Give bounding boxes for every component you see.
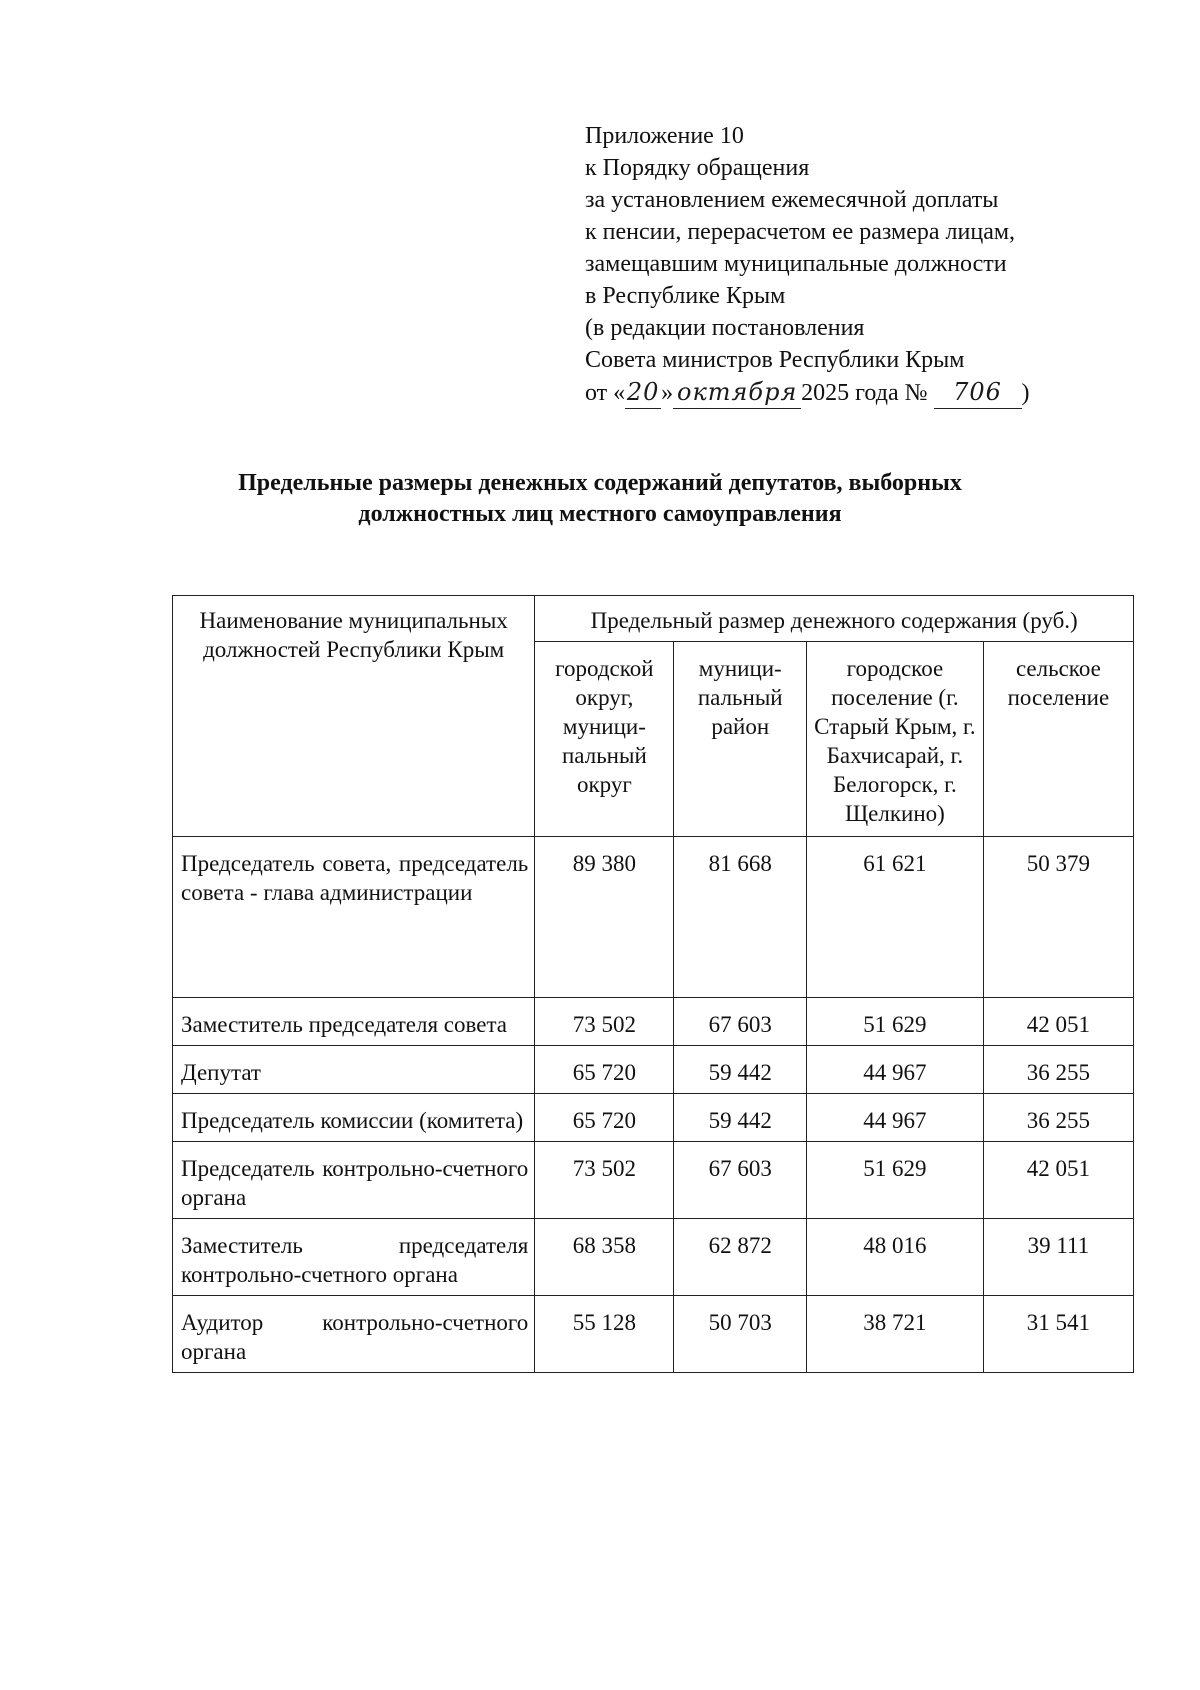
value-cell: 55 128	[535, 1296, 674, 1373]
position-name: Заместитель председателя совета	[173, 998, 535, 1046]
title-line-1: Предельные размеры денежных содержаний депутатов, выборных	[238, 470, 962, 496]
value-cell: 81 668	[674, 837, 807, 998]
value-cell: 62 872	[674, 1219, 807, 1296]
date-year: 2025 года №	[801, 380, 928, 406]
position-name: Председатель контрольно-счетного органа	[173, 1142, 535, 1219]
appendix-line: в Республике Крым	[585, 283, 786, 309]
salary-limits-table	[172, 595, 1134, 1373]
appendix-line: (в редакции постановления	[585, 315, 865, 341]
table-row	[173, 1046, 1134, 1094]
position-name: Заместитель председателя контрольно-счетного органа	[173, 1219, 535, 1296]
appendix-line: замещавшим муниципальные должности	[585, 251, 1007, 277]
value-cell: 73 502	[535, 998, 674, 1046]
value-cell: 50 703	[674, 1296, 807, 1373]
value-cell: 51 629	[807, 1142, 984, 1219]
table-header-row	[173, 596, 1134, 642]
value-cell: 50 379	[983, 837, 1133, 998]
appendix-line: Совета министров Республики Крым	[585, 347, 965, 373]
value-cell: 89 380	[535, 837, 674, 998]
group-header: Предельный размер денежного содержания (руб.)	[535, 596, 1134, 642]
value-cell: 44 967	[807, 1046, 984, 1094]
value-cell: 39 111	[983, 1219, 1133, 1296]
value-cell: 44 967	[807, 1094, 984, 1142]
position-name: Председатель комиссии (комитета)	[173, 1094, 535, 1142]
position-name: Депутат	[173, 1046, 535, 1094]
column-header: муници-пальный район	[674, 642, 807, 837]
appendix-line: Приложение 10	[585, 123, 744, 149]
value-cell: 51 629	[807, 998, 984, 1046]
table-row	[173, 1142, 1134, 1219]
column-header: городской округ, муници-пальный округ	[535, 642, 674, 837]
value-cell: 36 255	[983, 1094, 1133, 1142]
column-header: сельское поселение	[983, 642, 1133, 837]
value-cell: 61 621	[807, 837, 984, 998]
appendix-date-line: от «20» октября 2025 года № 706 )	[585, 376, 1030, 409]
appendix-line: за установлением ежемесячной доплаты	[585, 187, 999, 213]
title-line-2: должностных лиц местного самоуправления	[358, 501, 842, 527]
value-cell: 59 442	[674, 1094, 807, 1142]
table-row	[173, 1094, 1134, 1142]
value-cell: 38 721	[807, 1296, 984, 1373]
date-suffix: )	[1021, 380, 1030, 406]
value-cell: 67 603	[674, 998, 807, 1046]
value-cell: 48 016	[807, 1219, 984, 1296]
position-name: Председатель совета, председатель совета - глава администрации	[173, 837, 535, 998]
value-cell: 65 720	[535, 1094, 674, 1142]
appendix-line: к пенсии, перерасчетом ее размера лицам,	[585, 219, 1016, 245]
table-row	[173, 998, 1134, 1046]
table-row	[173, 837, 1134, 998]
value-cell: 59 442	[674, 1046, 807, 1094]
value-cell: 42 051	[983, 998, 1133, 1046]
date-prefix: от «	[585, 380, 626, 406]
value-cell: 36 255	[983, 1046, 1133, 1094]
column-header: городское поселение (г. Старый Крым, г. Бахчисарай, г. Белогорск, г. Щелкино)	[807, 642, 984, 837]
value-cell: 31 541	[983, 1296, 1133, 1373]
value-cell: 73 502	[535, 1142, 674, 1219]
position-name: Аудитор контрольно-счетного органа	[173, 1296, 535, 1373]
handwritten-number: 706	[934, 376, 1022, 409]
name-header: Наименование муниципальных должностей Республики Крым	[173, 596, 535, 837]
handwritten-day: 20	[625, 376, 661, 409]
value-cell: 68 358	[535, 1219, 674, 1296]
handwritten-month: октября	[673, 376, 801, 409]
value-cell: 42 051	[983, 1142, 1133, 1219]
appendix-block	[585, 120, 1030, 409]
table-row	[173, 1219, 1134, 1296]
value-cell: 65 720	[535, 1046, 674, 1094]
table-row	[173, 1296, 1134, 1373]
document-title	[0, 468, 1200, 530]
value-cell: 67 603	[674, 1142, 807, 1219]
appendix-line: к Порядку обращения	[585, 155, 810, 181]
